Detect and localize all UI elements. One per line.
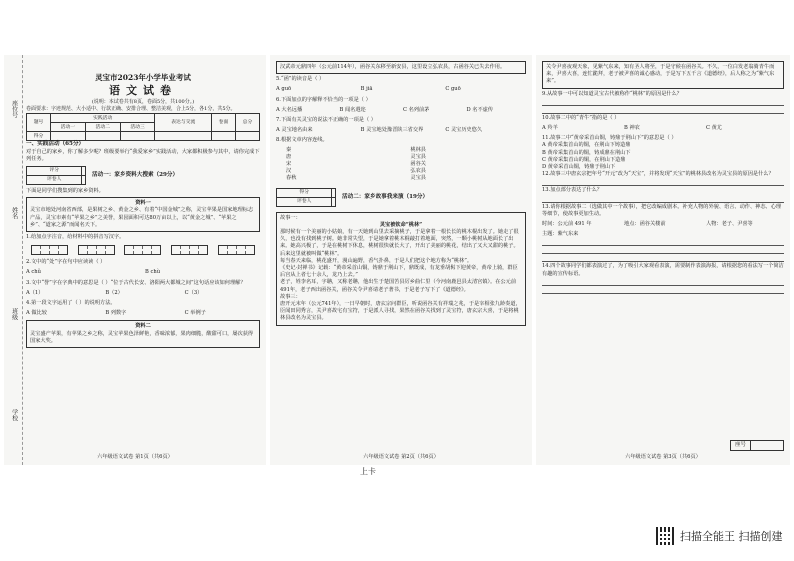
score-col: 表达与交流 [155, 114, 212, 132]
answer-line[interactable] [542, 179, 784, 186]
exam-instructions: (说明：本试卷共有8页，卷面5分，共100分。) [91, 99, 195, 105]
question-1: 1.给加点字注音，给材料中的拼音写汉字。 [26, 234, 125, 241]
question-12b: 13.加点部分表达了什么？ [542, 187, 603, 194]
binding-label: 座位号 [10, 99, 18, 118]
score-col: 题号 [27, 114, 51, 132]
answer-line[interactable] [542, 99, 784, 106]
binding-label: 班级 [10, 307, 18, 320]
binding-label: 姓名 [10, 206, 18, 219]
q4-options [26, 310, 260, 317]
binding-label: 学校 [10, 408, 18, 421]
score-cell[interactable] [211, 132, 235, 141]
question-9: 9.从故事一中可以知道灵宝古代被称作“桃林”的原因是什么？ [542, 90, 682, 97]
qr-code-icon [656, 527, 674, 545]
script-field: 时间：公元前 491 年 [542, 221, 592, 228]
option[interactable]: B chù [145, 269, 161, 276]
scanner-watermark: 扫描全能王 扫描创建 [680, 530, 783, 543]
option[interactable]: A 大名远播 [276, 106, 303, 113]
activity-heading: 活动一：家乡资料大搜索（29分） [92, 171, 179, 178]
pinyin-box[interactable] [218, 245, 255, 255]
script-field: 人物：老子、尹喜等 [706, 221, 753, 228]
option[interactable]: C 名列前茅 [403, 106, 430, 113]
score-col: 活动三 [120, 123, 155, 132]
exam-subtitle: 语文试卷 [109, 84, 177, 97]
q3-options [26, 290, 260, 297]
option[interactable]: C 举例子 [184, 310, 206, 317]
grader-label: 评分 [27, 167, 82, 176]
option[interactable]: A 羚羊 [542, 125, 558, 132]
story-title: 灵宝被钦命“桃林” [379, 221, 423, 228]
story-text: 唐开元末年（公元741年），一日早朝时，唐玄宗问群臣，听说函谷关有祥瑞之兆，于是宰相张九龄奏道，臣闻田同秀言，关尹喜故宅有宝符，于是派人寻找，果然在函谷关找到了灵宝符，唐玄宗大喜，于是将桃林县改名为灵宝县。 [280, 301, 521, 322]
answer-line[interactable] [542, 196, 784, 203]
answer-line[interactable] [542, 247, 784, 254]
q7-options [276, 127, 526, 134]
question-10: 10.故事二中的“青牛”指的是（ ） [542, 114, 620, 121]
question-12: 12.故事三中唐玄宗把年号“开元”改为“天宝”，并将发现“天宝”的桃林县改名为灵宝县的原因是什么？ [542, 171, 774, 178]
option[interactable]: B jiā [360, 86, 373, 93]
match-right[interactable]: 函谷关 [410, 161, 426, 168]
answer-line[interactable] [542, 287, 784, 294]
pinyin-grid-row [26, 245, 260, 255]
story-box [276, 212, 526, 326]
answer-line[interactable] [542, 239, 784, 246]
question-7: 7.下面有关灵宝的说法不正确的一项是（ ） [276, 117, 376, 124]
match-right[interactable]: 弘农县 [410, 168, 426, 175]
match-right-column [410, 147, 426, 183]
score-col: 总分 [235, 114, 259, 132]
score-cell[interactable] [120, 132, 155, 141]
grader-label: 评卷人 [27, 176, 82, 185]
option[interactable]: C 灵宝历史悠久 [445, 127, 483, 134]
score-row-label: 得分 [27, 132, 51, 141]
script-field: 地点：函谷关楼前 [624, 221, 666, 228]
answer-line[interactable] [542, 279, 784, 286]
question-6: 6.下面加点的字解释不恰当的一项是（ ） [276, 96, 371, 103]
answer-line[interactable] [542, 255, 784, 262]
option[interactable]: A 灵宝地名由来 [276, 127, 313, 134]
answer-line[interactable] [542, 107, 784, 114]
page-footer: 六年级语文试卷 第2页（共6页） [363, 453, 439, 460]
match-left[interactable]: 秦 [286, 146, 292, 153]
story-label: 故事一： [280, 214, 301, 221]
score-table [26, 113, 260, 141]
option[interactable]: B 黄帝采集首山的铜，铸成鼎在荆山下 [542, 149, 631, 156]
q5-options [276, 86, 526, 93]
option[interactable]: A（1） [26, 289, 44, 296]
seat-number-box [730, 440, 784, 451]
score-col: 卷面 [211, 114, 235, 132]
story-text: 关令尹喜夜观天象，见紫气东来，知有圣人将至，于是守候在函谷关。不久，一位白发老翁骑青牛而来，尹喜大喜，连忙跪拜，老子被尹喜的诚心感动，于是写下五千言《道德经》，后人称之为“紫气东来”。 [546, 64, 775, 85]
score-cell[interactable] [155, 132, 212, 141]
match-left-column [286, 147, 296, 183]
bottom-mark: 上卡 [360, 467, 376, 476]
q10-options [542, 125, 784, 132]
grader-cell[interactable] [332, 188, 336, 197]
pinyin-box[interactable] [78, 245, 115, 255]
match-right[interactable]: 灵宝县 [410, 175, 426, 182]
grader-cell[interactable] [332, 197, 336, 206]
matching-area [286, 147, 426, 183]
question-11: 11.故事二中“黄帝采首山铜，铸鼎于荆山下”的意思是（ ） [542, 135, 677, 142]
match-left[interactable]: 唐 [286, 153, 292, 160]
page-footer: 六年级语文试卷 第3页（共6页） [625, 453, 701, 460]
question-13: 13.请你根据故事二（选做其中一个故事），把它改编成剧本。补充人物的外貌、语言、动作、神态、心理等细节，使故事更加生动。 [542, 203, 782, 217]
option[interactable]: C 黄尤 [706, 125, 722, 132]
match-right[interactable]: 桃林县 [410, 146, 426, 153]
match-right[interactable]: 灵宝县 [410, 153, 426, 160]
option[interactable]: D 黄帝采首山铜，铸鼎于荆山下 [542, 164, 616, 171]
story-text: 老子，姓李名耳，字聃，又称老聃，他出生于楚国苦县厉乡曲仁里（今河南鹿邑县太清宫镇）。在公元前491年，老子西出函谷关，函谷关令尹喜请老子著书，于是老子写下了《道德经》。 [280, 279, 517, 293]
option[interactable]: B 神农 [624, 125, 640, 132]
score-cell[interactable] [85, 132, 120, 141]
story-label: 故事三： [280, 293, 301, 300]
q2-options [26, 269, 260, 276]
q6-options [276, 107, 526, 114]
exam-page-1 [4, 55, 266, 465]
binding-margin [6, 55, 23, 465]
question-4: 4.第一段文字运用了（ ）的说明方法。 [26, 300, 116, 307]
material-text: 灵宝市地处河南省西部，是果树之乡、黄金之乡、有着“中国金城”之称，灵宝苹果是国家地理标志产品，灵宝市素有“苹果之乡”之美誉，果园面积可达80万亩以上，以“黄金之城”、“苹果之乡”、“道家之源”而闻名天下。 [30, 207, 254, 228]
option[interactable]: C guō [445, 86, 461, 93]
exam-criteria: 卷面要求：字迹规范、大小适中、行款正确、安排合理、整洁美观，合上5分，各1分，共5分。 [26, 106, 236, 113]
match-left[interactable]: 汉 [286, 168, 292, 175]
option[interactable]: A 黄帝采集首山的铜，在荆山下铸造鼎 [542, 142, 631, 149]
grader-cell[interactable] [82, 167, 86, 176]
script-theme: 主题：紫气东来 [542, 231, 579, 238]
option[interactable]: A 做比较 [26, 310, 47, 317]
score-cell[interactable] [50, 132, 85, 141]
story-quote: 《史记·封禅书》记载：“黄帝采首山铜，铸鼎于荆山下，鼎既成，有龙垂胡髯下迎黄帝，黄帝上骑，群臣后宫从上者七十余人，龙乃上去。” [280, 265, 518, 279]
pinyin-box[interactable] [171, 245, 208, 255]
seat-label: 座号 [734, 441, 746, 448]
option[interactable]: B（2） [105, 289, 123, 296]
score-cell[interactable] [235, 132, 259, 141]
score-col: 活动二 [85, 123, 120, 132]
pinyin-box[interactable] [31, 245, 68, 255]
option[interactable]: C 黄帝采集首山的铜，在荆山下造鼎 [542, 156, 626, 163]
option[interactable]: C（3） [184, 289, 203, 296]
option[interactable]: B 闻名遐迩 [339, 106, 366, 113]
pinyin-box[interactable] [124, 245, 161, 255]
question-5: 5.“函”的读音是（ ） [276, 76, 325, 83]
script-fields [542, 221, 784, 228]
intro-text: 下面是同学们搜集到的家乡资料。 [26, 188, 104, 195]
story-text: 每当春天来临，桃花盛开，漫山遍野，香气扑鼻，于是人们把这个地方称为“桃林”。 [280, 257, 473, 264]
material-title: 资料一 [135, 200, 151, 207]
question-14: 14.四个故事同学们都表演过了，为了吸引大家观看表演，需要制作表演海报，请根据您的看法写一个简洁有趣的宣传标语。 [542, 263, 784, 277]
option[interactable]: B 列数字 [105, 310, 127, 317]
option[interactable]: A guō [276, 86, 292, 93]
page-footer: 六年级语文试卷 第1页（共6页） [97, 453, 173, 460]
material-text: 灵宝盛产苹果，有苹果之乡之称，灵宝苹果色泽鲜艳，香味浓郁，果肉细脆，酸甜可口，屡次获得国家大奖。 [30, 330, 254, 344]
match-left[interactable]: 春秋 [286, 175, 297, 182]
material-box [276, 61, 526, 74]
grader-label: 评卷人 [277, 197, 332, 206]
material-box [26, 320, 260, 348]
option[interactable]: B 灵宝地处豫晋陕三省交界 [360, 127, 424, 134]
material-box [26, 197, 260, 232]
option[interactable]: A chǔ [26, 269, 41, 276]
material-text: 汉武帝元鼎四年（公元前114年），函谷关东移至新安县，这里设立弘农县，古函谷关已失去作用。 [280, 64, 506, 70]
question-3: 3.文中“誉”字在字典中的意思是（ ）“位于古代长安、洛阳两大都城之间”这句话应该如何理解？ [26, 279, 246, 286]
grader-table [276, 188, 336, 207]
question-8: 8.根据文章内容连线。 [276, 137, 328, 144]
grader-cell[interactable] [82, 176, 86, 185]
grader-table [26, 166, 86, 185]
seat-input[interactable] [750, 441, 783, 450]
section-heading: 一、实践活动（65分） [26, 141, 85, 148]
exam-page-2 [270, 55, 532, 465]
question-2: 2.文中的“处”字在句中应读读（ ） [26, 259, 106, 266]
story-text: 那时候有一个美丽的小姑娘，有一天她到山里去采摘桃子，于是拿着一根长长的桃木棍出发了。她走了很久，也没有找到桃子树。她非常失望，于是她拿着桃木棍敲打着地面，突然，一颗小桃树从地面长了出来。她高兴极了，于是在桃树下休息，桃树很快就长大了，开出了美丽的桃花，结出了又大又甜的桃子。后来这里就被叫做“桃林”。 [280, 229, 519, 257]
match-left[interactable]: 宋 [286, 161, 292, 168]
grader-label: 得分 [277, 188, 332, 197]
exam-page-3 [536, 55, 790, 465]
score-col: 活动一 [50, 123, 85, 132]
activity-heading: 活动二：家乡故事我来演（19分） [342, 193, 429, 200]
exam-title: 灵宝市2023年小学毕业考试 [95, 73, 191, 82]
story-box [542, 61, 784, 89]
material-title: 资料二 [135, 323, 151, 330]
score-group: 实践活动 [50, 114, 154, 123]
section-text: 对于自己的家乡，你了解多少呢？班级要举行“我爱家乡”实践活动，大家都积极参与其中，请你完成下列任务。 [26, 148, 260, 162]
option[interactable]: D 名不虚传 [466, 106, 494, 113]
